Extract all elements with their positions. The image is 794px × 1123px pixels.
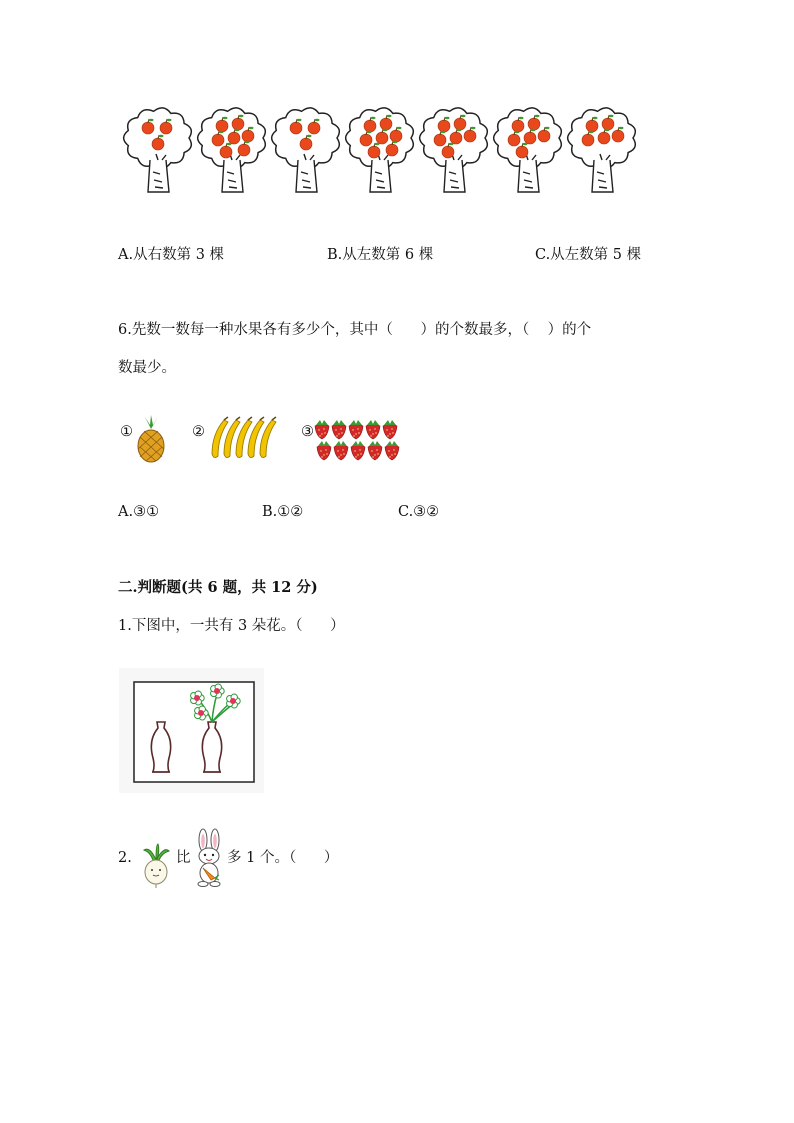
group-marker-1: ① [120, 424, 133, 440]
strawberry-group [314, 418, 406, 462]
apple-trees-figure [118, 104, 638, 204]
q6-question-line2: 数最少。 [118, 360, 176, 376]
q5-option-b[interactable]: B.从左数第 6 棵 [327, 247, 434, 263]
radish-icon [140, 842, 172, 888]
strawberry [368, 441, 382, 460]
tf2-prefix: 2. [118, 850, 132, 866]
apple-tree [124, 108, 192, 192]
tf2-word-bi: 比 [176, 850, 191, 866]
q5-option-a[interactable]: A.从右数第 3 棵 [118, 247, 225, 263]
strawberry [351, 441, 365, 460]
strawberry [383, 420, 397, 439]
q6-option-c[interactable]: C.③② [398, 504, 440, 520]
q5-option-c[interactable]: C.从左数第 5 棵 [535, 247, 642, 263]
apple-tree [346, 108, 414, 192]
apple-tree [494, 108, 562, 192]
q6-option-a[interactable]: A.③① [118, 504, 160, 520]
tf2-suffix: 多 1 个。（ ） [227, 850, 339, 866]
banana-bunch [206, 416, 276, 462]
group-marker-2: ② [192, 424, 205, 440]
apple-trees-svg [118, 104, 638, 204]
rabbit-icon [190, 828, 230, 888]
q6-question-line1: 6.先数一数每一种水果各有多少个，其中（ ）的个数最多，（ ）的个 [118, 322, 592, 338]
group-marker-3: ③ [301, 424, 314, 440]
vase-flowers-figure [119, 668, 264, 793]
strawberry [349, 420, 363, 439]
strawberry [385, 441, 399, 460]
strawberry-icon [314, 418, 406, 462]
strawberry [315, 420, 329, 439]
apple-tree [272, 108, 340, 192]
q6-option-b[interactable]: B.①② [262, 504, 304, 520]
apple-tree [420, 108, 488, 192]
strawberry [366, 420, 380, 439]
strawberry [334, 441, 348, 460]
tf1-question: 1.下图中，一共有 3 朵花。（ ） [118, 618, 345, 634]
banana-icon [206, 416, 276, 462]
apple-tree [568, 108, 636, 192]
strawberry [332, 420, 346, 439]
strawberry [317, 441, 331, 460]
pineapple-icon [134, 415, 168, 463]
apple-tree [198, 108, 266, 192]
section-title: 二.判断题(共 6 题，共 12 分) [118, 579, 318, 596]
